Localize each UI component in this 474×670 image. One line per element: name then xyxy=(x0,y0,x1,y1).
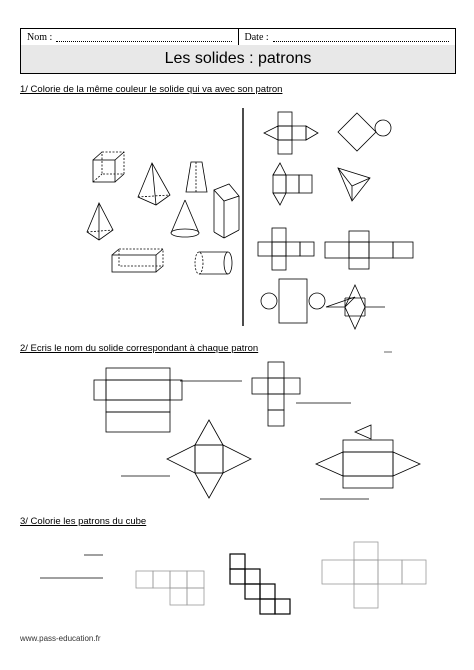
net-cylinder[interactable] xyxy=(261,279,325,323)
solid-cylinder[interactable] xyxy=(195,252,232,274)
solid-triangular-pyramid[interactable] xyxy=(87,203,113,240)
solid-frustum[interactable] xyxy=(186,162,207,192)
net-cone[interactable] xyxy=(338,113,391,151)
cube-net-candidate-1[interactable] xyxy=(136,571,204,605)
cube-net-candidate-3[interactable] xyxy=(322,542,426,608)
solid-square-pyramid[interactable] xyxy=(138,163,170,205)
net-triangular-prism-2[interactable] xyxy=(273,163,312,205)
name-label: Nom : xyxy=(27,32,53,43)
solid-cone[interactable] xyxy=(171,200,199,237)
net-tetrahedron[interactable] xyxy=(338,168,370,201)
cube-net-candidate-2[interactable] xyxy=(230,554,290,614)
solid-cube[interactable] xyxy=(93,152,124,182)
net-cube-1[interactable] xyxy=(258,228,314,270)
page-title: Les solides : patrons xyxy=(20,45,456,74)
net-cube-2[interactable] xyxy=(252,362,300,426)
net-rectangular-prism[interactable] xyxy=(325,231,413,269)
net-triangular-prism-1[interactable] xyxy=(264,112,318,154)
question-2: 2/ Ecris le nom du solide correspondant à chaque patron xyxy=(20,343,259,354)
solid-rectangular-prism[interactable] xyxy=(112,249,163,272)
question-1: 1/ Colorie de la même couleur le solide qui va avec son patron xyxy=(20,84,283,95)
net-triangular-prism-3[interactable] xyxy=(316,425,420,488)
net-square-pyramid[interactable] xyxy=(326,285,385,329)
date-label: Date : xyxy=(244,32,269,43)
solid-triangular-prism[interactable] xyxy=(214,184,239,238)
question-3: 3/ Colorie les patrons du cube xyxy=(20,516,147,527)
footer-url[interactable]: www.pass-education.fr xyxy=(20,634,101,643)
net-rectangular-prism-2[interactable] xyxy=(94,368,182,432)
net-square-pyramid-2[interactable] xyxy=(167,420,251,498)
